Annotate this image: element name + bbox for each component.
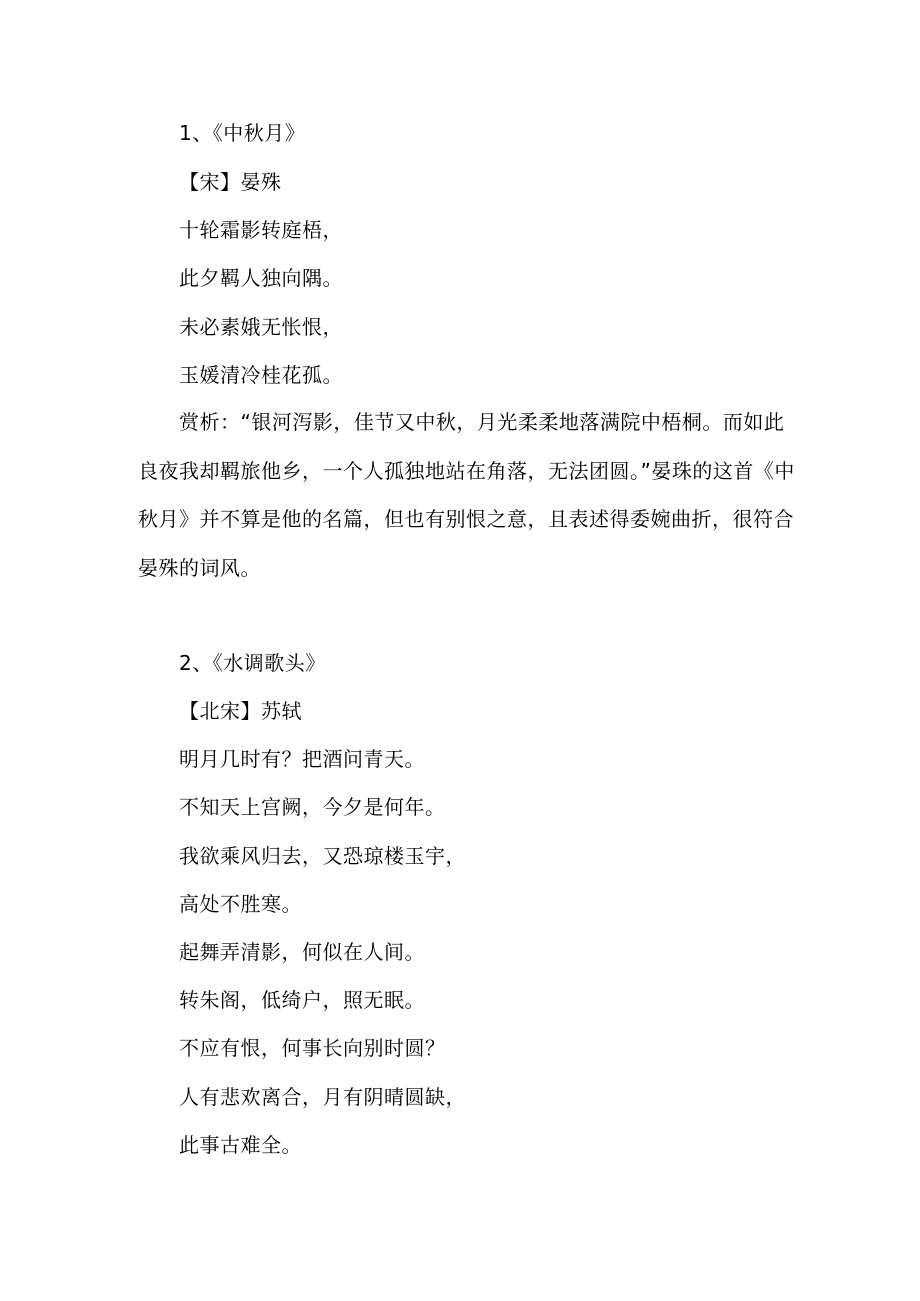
poem2-line-2: 不知天上宫阙，今夕是何年。 xyxy=(179,795,446,819)
poem2-line-7: 不应有恨，何事长向别时圆？ xyxy=(179,1036,446,1060)
poem2-line-9: 此事古难全。 xyxy=(179,1133,302,1157)
poem2-line-6: 转朱阁，低绮户，照无眠。 xyxy=(179,988,425,1012)
poem2-line-1: 明月几时有？把酒问青天。 xyxy=(179,747,425,771)
poem2-line-5: 起舞弄清影，何似在人间。 xyxy=(179,940,425,964)
poem2-title: 2、《水调歌头》 xyxy=(179,651,326,675)
poem1-appreciation: 赏析：“银河泻影，佳节又中秋，月光柔柔地落满院中梧桐。而如此良夜我却羁旅他乡，一个人孤独地站在角落，无法团圆。”晏珠的这首《中秋月》并不算是他的名篇，但也有别恨之意，且表述得委婉曲折，很符合晏殊的词风。 xyxy=(138,410,795,580)
poem1-line-4: 玉媛清冷桂花孤。 xyxy=(179,363,343,387)
poem2-line-3: 我欲乘风归去，又恐琼楼玉宇， xyxy=(179,844,466,868)
poem1-author: 【宋】晏殊 xyxy=(179,170,282,194)
poem2-author: 【北宋】苏轼 xyxy=(179,699,302,723)
poem1-line-3: 未必素娥无怅恨， xyxy=(179,315,343,339)
poem1-title: 1、《中秋月》 xyxy=(179,121,306,145)
poem1-line-1: 十轮霜影转庭梧， xyxy=(179,218,343,242)
poem1-line-2: 此夕羁人独向隅。 xyxy=(179,266,343,290)
poem2-line-4: 高处不胜寒。 xyxy=(179,892,302,916)
poem2-line-8: 人有悲欢离合，月有阴晴圆缺， xyxy=(179,1085,466,1109)
